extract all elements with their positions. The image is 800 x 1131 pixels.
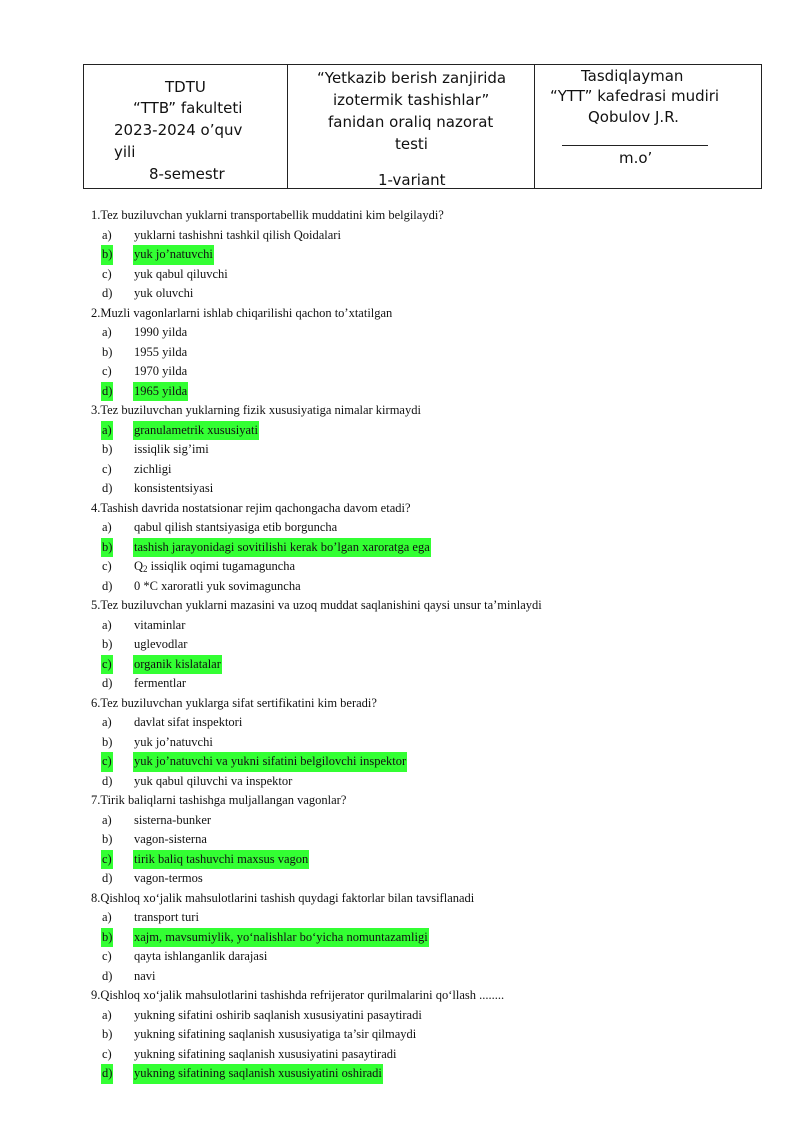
answer-option — [91, 772, 781, 792]
option-letter: d) — [102, 676, 113, 690]
option-letter: c) — [102, 266, 112, 281]
department-head-title: “YTT” kafedrasi mudiri — [550, 87, 720, 105]
answer-option — [91, 869, 781, 889]
option-letter: c) — [102, 949, 112, 963]
answer-option — [91, 382, 781, 402]
answer-option — [91, 616, 781, 636]
correct-option-text: tirik baliq tashuvchi maxsus vagon — [133, 850, 309, 870]
option-text: yuk qabul qiluvchi va inspektor — [134, 773, 293, 788]
correct-option-text: 1965 yilda — [133, 382, 188, 402]
option-text: 0 *C xaroratli yuk sovimaguncha — [134, 578, 301, 593]
answer-option — [91, 752, 781, 772]
question-text: 8.Qishloq xo‘jalik mahsulotlarini tashish quydagi faktorlar bilan tavsiflanadi — [91, 890, 475, 905]
option-text: qayta ishlanganlik darajasi — [134, 949, 268, 963]
option-text: davlat sifat inspektori — [134, 715, 243, 729]
option-letter: a) — [102, 715, 112, 729]
header-right-cell — [535, 65, 762, 189]
option-text-main: Q — [134, 559, 144, 573]
correct-option-text: xajm, mavsumiylik, yo‘nalishlar bo‘yicha nomuntazamligi — [133, 928, 429, 948]
academic-year-suffix: yili — [114, 143, 136, 161]
university-name: TDTU — [165, 78, 206, 96]
correct-option-text: granulametrik xususiyati — [133, 421, 259, 441]
option-letter: a) — [102, 227, 112, 242]
option-letter: b) — [101, 245, 113, 265]
answer-option — [91, 245, 781, 265]
option-text: yuk qabul qiluvchi — [134, 266, 228, 281]
option-text-rest: issiqlik oqimi tugamaguncha — [147, 559, 296, 573]
option-letter: c) — [101, 850, 113, 870]
answer-option — [91, 421, 781, 441]
option-text: 1955 yilda — [134, 344, 188, 359]
correct-option-text: yuk jo’natuvchi — [133, 245, 214, 265]
option-letter: b) — [101, 928, 113, 948]
option-text: yukning sifatini oshirib saqlanish xususiyatini pasaytiradi — [134, 1007, 422, 1022]
option-text-subscript: 2 — [143, 564, 148, 574]
option-text: vitaminlar — [134, 617, 186, 632]
option-text: transport turi — [134, 910, 199, 924]
option-letter: a) — [102, 520, 112, 534]
option-text: yukning sifatining saqlanish xususiyatini pasaytiradi — [134, 1046, 397, 1061]
option-letter: d) — [102, 578, 113, 593]
option-letter: d) — [101, 382, 113, 402]
option-text: vagon-termos — [134, 871, 203, 885]
answer-option — [91, 635, 781, 655]
answer-option — [91, 1045, 781, 1065]
answer-option — [91, 733, 781, 753]
variant-label: 1-variant — [378, 171, 446, 189]
option-letter: d) — [102, 773, 113, 788]
option-letter: b) — [102, 832, 113, 846]
option-letter: d) — [102, 481, 113, 495]
option-text: yuk jo’natuvchi — [134, 734, 213, 749]
department-head-name: Qobulov J.R. — [588, 108, 679, 126]
option-text: yuklarni tashishni tashkil qilish Qoidalari — [134, 227, 341, 242]
answer-option — [91, 967, 781, 987]
option-letter: c) — [101, 752, 113, 772]
stamp-place-label: m.o’ — [619, 149, 653, 167]
option-text: navi — [134, 968, 156, 983]
test-title-line3: fanidan oraliq nazorat — [328, 113, 494, 131]
question-text: 6.Tez buziluvchan yuklarga sifat sertifikatini kim beradi? — [91, 695, 377, 710]
test-title-line2: izotermik tashishlar” — [333, 91, 490, 109]
answer-option — [91, 674, 781, 694]
correct-option-text: yuk jo’natuvchi va yukni sifatini belgilovchi inspektor — [133, 752, 407, 772]
option-letter: c) — [102, 1046, 112, 1061]
question-text: 7.Tirik baliqlarni tashishga muljallangan vagonlar? — [91, 793, 347, 807]
question-text: 1.Tez buziluvchan yuklarni transportabellik muddatini kim belgilaydi? — [91, 208, 444, 222]
option-text: vagon-sisterna — [134, 832, 207, 846]
approval-label: Tasdiqlayman — [581, 67, 684, 85]
header-table — [83, 64, 762, 189]
option-text: 1970 yilda — [134, 364, 188, 378]
option-letter: c) — [101, 655, 113, 675]
option-letter: b) — [102, 734, 113, 749]
option-letter: c) — [102, 364, 112, 378]
option-letter: a) — [102, 617, 112, 632]
option-letter: b) — [101, 538, 113, 558]
correct-option-text: organik kislatalar — [133, 655, 222, 675]
question-text: 5.Tez buziluvchan yuklarni mazasini va uzoq muddat saqlanishini qaysi unsur ta’minlaydi — [91, 598, 542, 612]
answer-option — [91, 850, 781, 870]
answer-option — [91, 908, 781, 928]
question-text: 2.Muzli vagonlarlarni ishlab chiqarilishi qachon to’xtatilgan — [91, 305, 393, 320]
question-text: 9.Qishloq xo‘jalik mahsulotlarini tashishda refrijerator qurilmalarini qo‘llash ........ — [91, 988, 505, 1002]
correct-option-text: yukning sifatining saqlanish xususiyatini oshiradi — [133, 1064, 383, 1084]
option-text: konsistentsiyasi — [134, 481, 214, 495]
answer-option — [91, 1064, 781, 1084]
answer-option — [91, 928, 781, 948]
option-letter: a) — [102, 812, 112, 827]
option-text: qabul qilish stantsiyasiga etib borguncha — [134, 520, 338, 534]
answer-option — [91, 284, 781, 304]
answer-option — [91, 811, 781, 831]
option-letter: a) — [101, 421, 113, 441]
answer-option — [91, 226, 781, 246]
question-text: 3.Tez buziluvchan yuklarning fizik xususiyatiga nimalar kirmaydi — [91, 403, 421, 417]
option-letter: d) — [101, 1064, 113, 1084]
answer-option — [91, 947, 781, 967]
option-text: yukning sifatining saqlanish xususiyatiga ta’sir qilmaydi — [134, 1027, 417, 1041]
answer-option — [91, 713, 781, 733]
faculty-name: “TTB” fakulteti — [133, 99, 243, 117]
option-letter: b) — [102, 344, 113, 359]
option-letter: d) — [102, 871, 113, 885]
question-list — [91, 206, 781, 1084]
option-text: 1990 yilda — [134, 325, 188, 339]
answer-option — [91, 655, 781, 675]
option-text: sisterna-bunker — [134, 812, 212, 827]
semester: 8-semestr — [149, 165, 225, 183]
option-letter: d) — [102, 286, 113, 300]
test-title-line1: “Yetkazib berish zanjirida — [317, 69, 507, 87]
answer-option — [91, 830, 781, 850]
option-text: uglevodlar — [134, 637, 188, 651]
answer-option — [91, 265, 781, 285]
answer-option — [91, 538, 781, 558]
test-title-line4: testi — [395, 135, 428, 153]
option-text: fermentlar — [134, 676, 187, 690]
academic-year: 2023-2024 o’quv — [114, 121, 243, 139]
answer-option — [91, 577, 781, 597]
signature-line — [562, 145, 708, 146]
answer-option — [91, 362, 781, 382]
answer-option — [91, 323, 781, 343]
answer-option — [91, 1006, 781, 1026]
answer-option — [91, 1025, 781, 1045]
option-letter: a) — [102, 910, 112, 924]
correct-option-text: tashish jarayonidagi sovitilishi kerak bo’lgan xaroratga ega — [133, 538, 431, 558]
option-letter: b) — [102, 637, 113, 651]
header-left-cell — [84, 65, 288, 189]
answer-option — [91, 479, 781, 499]
option-letter: a) — [102, 325, 112, 339]
option-text: issiqlik sig’imi — [134, 442, 209, 456]
answer-option — [91, 440, 781, 460]
option-letter: a) — [102, 1007, 112, 1022]
question-text: 4.Tashish davrida nostatsionar rejim qachongacha davom etadi? — [91, 500, 411, 515]
option-letter: d) — [102, 968, 113, 983]
option-text: zichligi — [134, 461, 172, 476]
option-letter: b) — [102, 1027, 113, 1041]
option-text: yuk oluvchi — [134, 286, 194, 300]
answer-option — [91, 343, 781, 363]
answer-option — [91, 557, 781, 577]
option-letter: c) — [102, 559, 112, 573]
option-letter: c) — [102, 461, 112, 476]
option-letter: b) — [102, 442, 113, 456]
answer-option — [91, 460, 781, 480]
header-middle-cell — [288, 65, 535, 189]
answer-option — [91, 518, 781, 538]
